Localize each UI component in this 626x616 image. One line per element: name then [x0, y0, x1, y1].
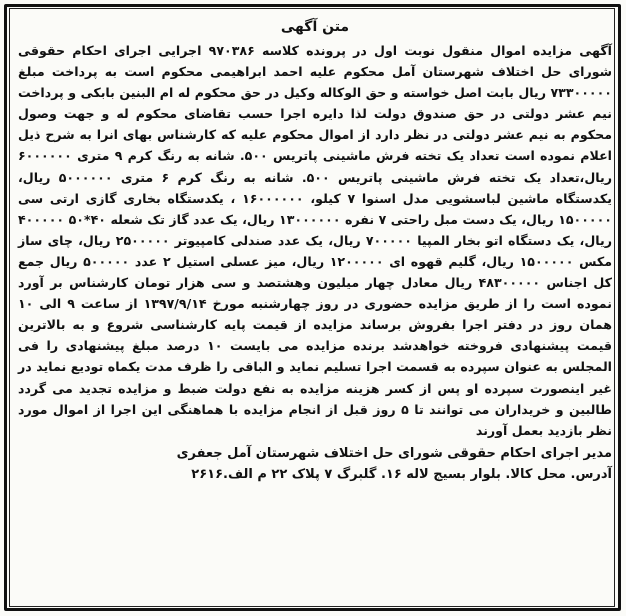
notice-title: متن آگهی	[280, 19, 350, 35]
notice-content	[18, 16, 612, 604]
address-line: آدرس. محل کالا. بلوار بسیج لاله ۱۶. گلبرگ ۷ پلاک ۲۲ م الف.۲۶۱۶	[191, 466, 612, 482]
notice-body: آگهی مزایده اموال منقول نوبت اول در پرونده کلاسه ۹۷۰۳۸۶ اجرایی اجرای احکام حقوقی شورای حل اختلاف شهرستان آمل محکوم علیه احمد ابراهیمی محکوم است به پرداخت مبلغ ۷۳۳۰۰۰۰۰ ریال بابت اصل خواسته و حق الوکاله وکیل در حق محکوم له ام البنین بابکی و پرداخت نیم عشر دولتی در حق صندوق دولت لذا دایره اجرا حسب تقاضای محکوم له و جهت وصول محکوم به نیم عشر دولتی در نظر دارد از اموال محکوم علیه که کارشناس بهای انرا به شرح ذیل اعلام نموده است تعداد یک تخته فرش ماشینی پاتریس ۵۰۰. شانه به رنگ کرم ۹ متری ۶۰۰۰۰۰۰ ریال،تعداد یک تخته فرش ماشینی پاتریس ۵۰۰. شانه به رنگ کرم ۶ متری ۵۰۰۰۰۰۰ ریال، یکدستگاه ماشین لباسشویی مدل اسنوا ۷ کیلو، ۱۶۰۰۰۰۰۰ ، یکدستگاه بخاری گازی ارتی سی ۱۵۰۰۰۰۰ ریال، یک دست مبل راحتی ۷ نفره ۱۳۰۰۰۰۰۰ ریال، یک عدد گاز تک شعله ۴۰*۵۰ ۴۰۰۰۰۰ ریال، یک دستگاه اتو بخار المپیا ۷۰۰۰۰۰ ریال، یک عدد صندلی کامپیوتر ۲۵۰۰۰۰۰ ریال، چای ساز مکس ۱۵۰۰۰۰۰ ریال، گلیم قهوه ای ۱۲۰۰۰۰۰ ریال، میز عسلی استیل ۲ عدد ۵۰۰۰۰۰ ریال جمع کل اجناس ۴۸۳۰۰۰۰۰ ریال معادل چهار میلیون وهشتصد و سی هزار تومان کارشناس بر آورد نموده است را از طریق مزایده حضوری در روز چهارشنبه مورخ ۱۳۹۷/۹/۱۴ از ساعت ۹ الی ۱۰ همان روز در دفتر اجرا بفروش برساند مزایده از قیمت پایه کارشناسی شروع و به بالاترین قیمت پیشنهادی فروخته خواهدشد برنده مزایده می بایست ۱۰ درصد مبلغ پیشنهادی را فی المجلس به عنوان سپرده به قسمت اجرا تسلیم نماید و الباقی را ظرف مدت یکماه تودیع نماید در غیر اینصورت سپرده او پس از کسر هزینه مزایده به نفع دولت ضبط و مزایده تجدید می گردد طالبین و خریداران می توانند تا ۵ روز قبل از انجام مزایده با هماهنگی این اجرا از اموال مورد نظر بازدید بعمل آورند	[18, 43, 613, 438]
issuer-signature: مدیر اجرای احکام حقوقی شورای حل اختلاف شهرستان آمل جعفری	[176, 445, 612, 461]
